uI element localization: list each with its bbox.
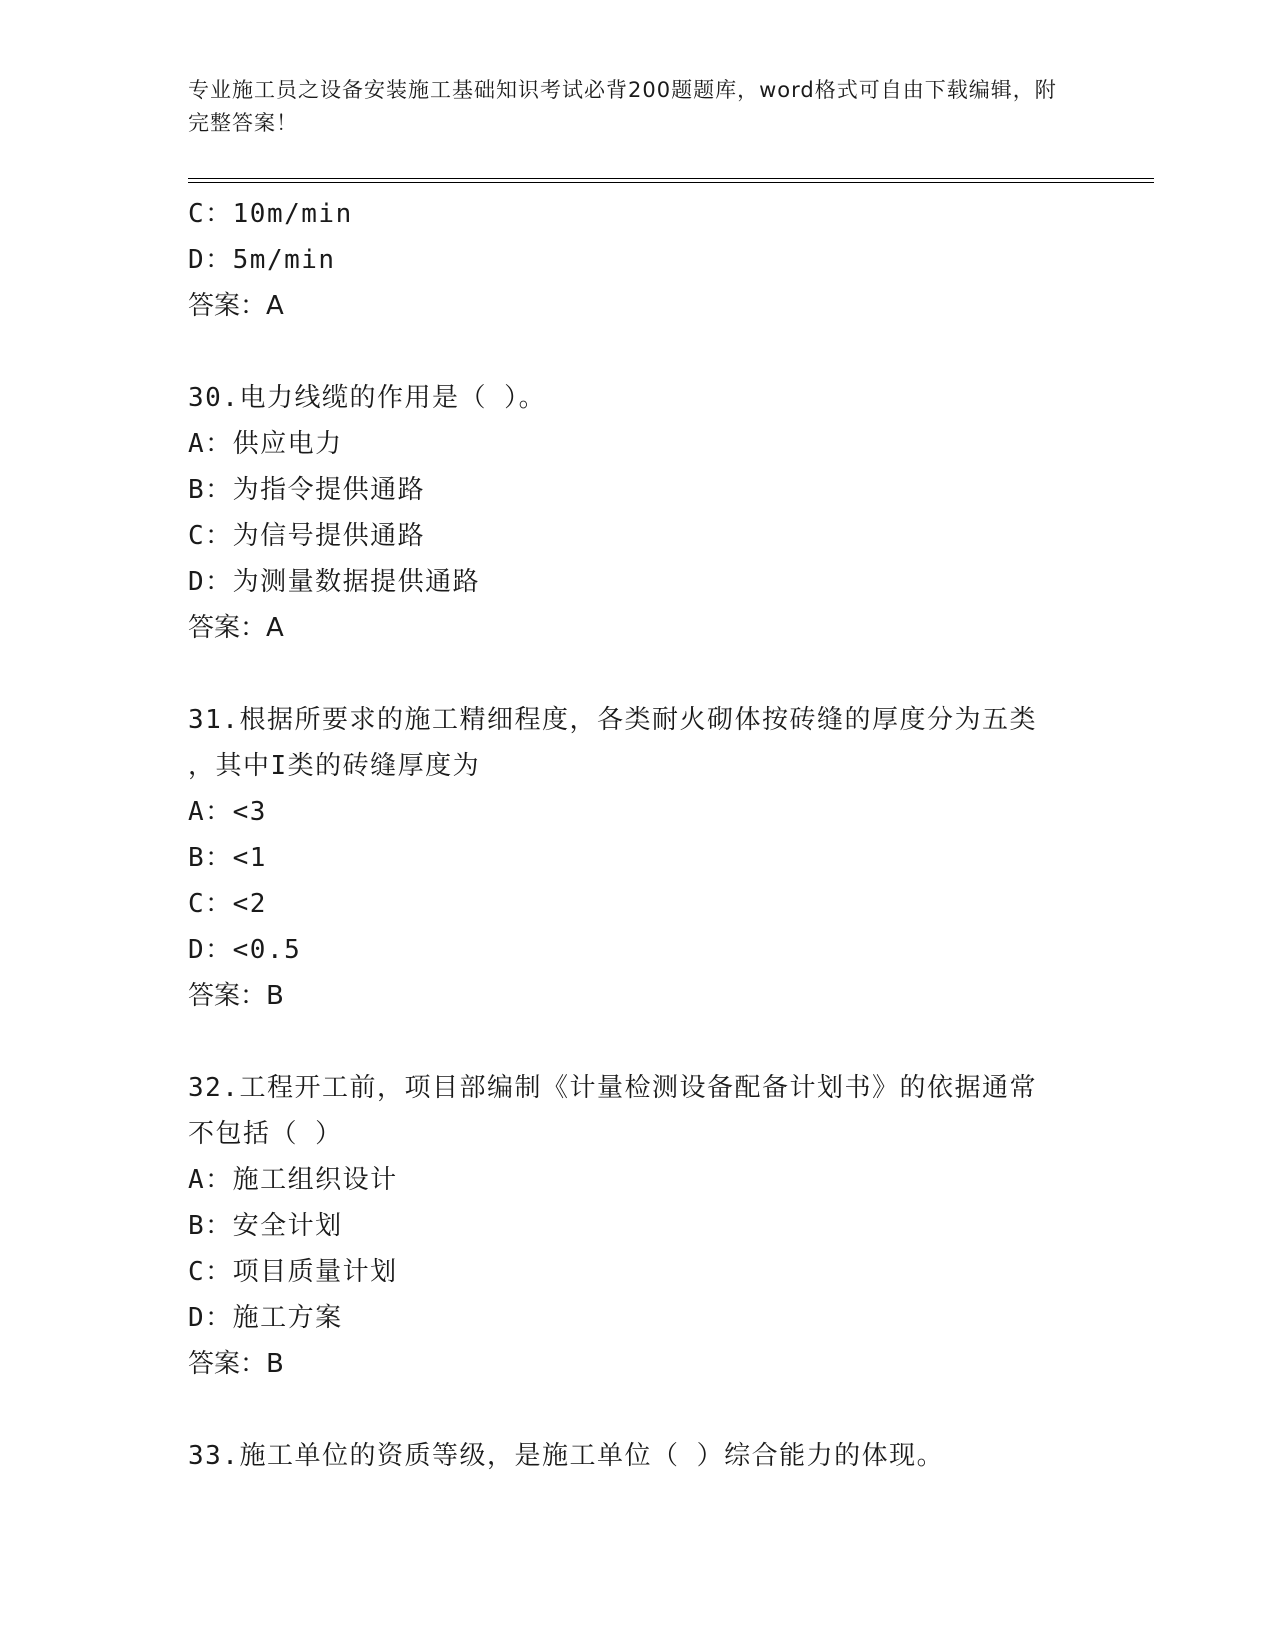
answer: 答案：A	[188, 613, 284, 643]
option-c: C：为信号提供通路	[188, 521, 426, 551]
document-header	[188, 74, 1068, 140]
answer: 答案：B	[188, 1349, 284, 1379]
question-stem-line-2: 不包括（ ）	[188, 1119, 343, 1149]
option-d: D：5m/min	[188, 245, 336, 275]
spacer	[188, 1019, 1088, 1065]
answer: 答案：A	[188, 291, 284, 321]
header-divider-bottom	[188, 182, 1154, 183]
option-c: C：项目质量计划	[188, 1257, 398, 1287]
spacer	[188, 1387, 1088, 1433]
option-c: C：10m/min	[188, 199, 353, 229]
option-a: A：供应电力	[188, 429, 343, 459]
option-c: C：<2	[188, 889, 267, 919]
answer: 答案：B	[188, 981, 284, 1011]
question-33	[188, 1433, 1088, 1479]
spacer	[188, 329, 1088, 375]
question-stem-line-2: ，其中I类的砖缝厚度为	[188, 751, 481, 781]
question-stem-line-1: 31.根据所要求的施工精细程度，各类耐火砌体按砖缝的厚度分为五类	[188, 705, 1037, 735]
option-d: D：施工方案	[188, 1303, 343, 1333]
option-a: A：施工组织设计	[188, 1165, 398, 1195]
question-stem: 33.施工单位的资质等级，是施工单位（ ）综合能力的体现。	[188, 1441, 945, 1471]
question-30	[188, 375, 1088, 651]
question-31	[188, 697, 1088, 1019]
question-list	[188, 191, 1088, 1479]
option-d: D：为测量数据提供通路	[188, 567, 481, 597]
header-title: 专业施工员之设备安装施工基础知识考试必背200题题库，word格式可自由下载编辑，附完整答案！	[188, 78, 1057, 135]
option-b: B：安全计划	[188, 1211, 343, 1241]
question-29-tail	[188, 191, 1088, 329]
question-stem: 30.电力线缆的作用是（ ）。	[188, 383, 547, 413]
header-divider-top	[188, 178, 1154, 179]
question-32	[188, 1065, 1088, 1387]
option-a: A：<3	[188, 797, 267, 827]
option-b: B：为指令提供通路	[188, 475, 426, 505]
question-stem-line-1: 32.工程开工前，项目部编制《计量检测设备配备计划书》的依据通常	[188, 1073, 1037, 1103]
option-b: B：<1	[188, 843, 267, 873]
option-d: D：<0.5	[188, 935, 302, 965]
spacer	[188, 651, 1088, 697]
